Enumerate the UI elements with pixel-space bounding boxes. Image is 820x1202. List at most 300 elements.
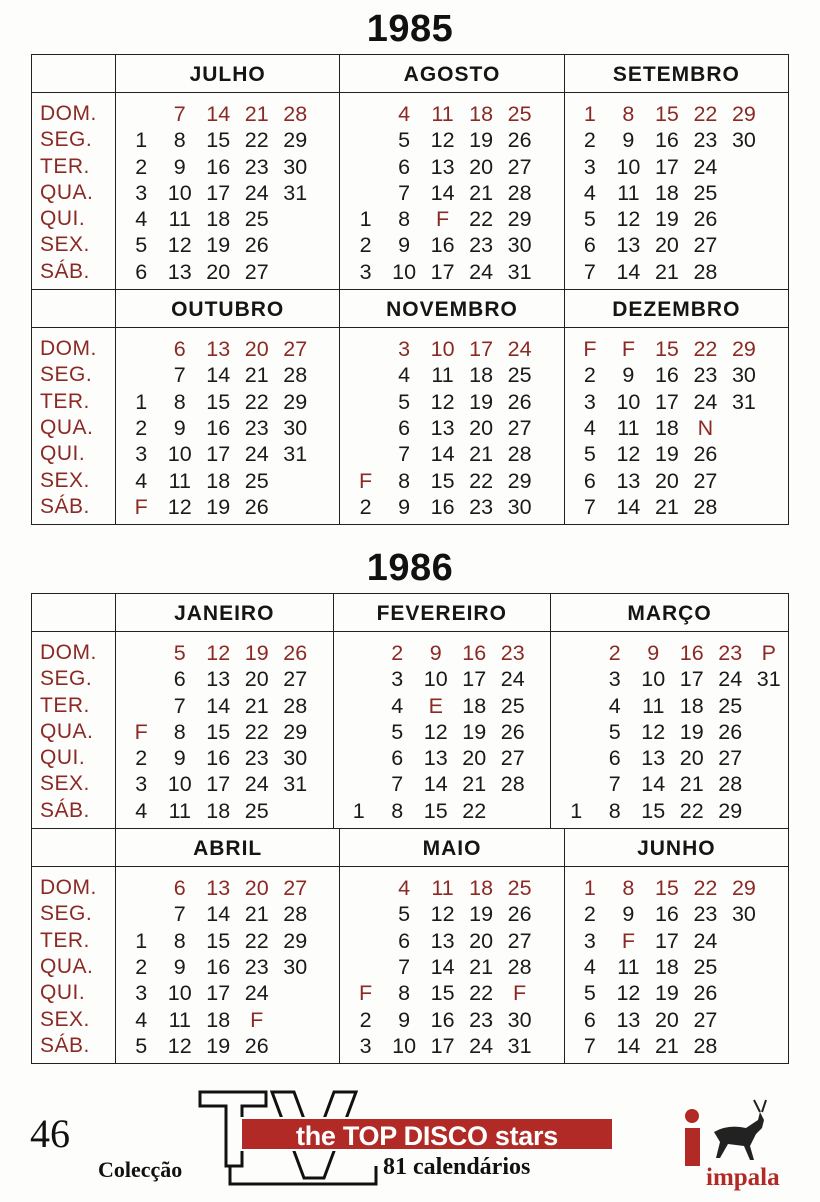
day-cell: 8 xyxy=(391,798,404,823)
day-cell: 27 xyxy=(507,415,532,440)
impala-antelope-icon xyxy=(680,1098,800,1168)
day-cell: 10 xyxy=(167,442,192,467)
day-cell: 15 xyxy=(654,337,679,362)
day-cell xyxy=(725,441,764,467)
day-cell: 23 xyxy=(500,641,525,665)
day-cell: 27 xyxy=(507,928,532,953)
weekday-label: SEG. xyxy=(40,902,93,926)
day-cell: 13 xyxy=(616,468,641,493)
month-name: ABRIL xyxy=(116,829,339,867)
day-cell: 4 xyxy=(135,1007,148,1032)
month-name: NOVEMBRO xyxy=(340,290,563,328)
day-cell: 31 xyxy=(507,259,532,284)
day-cell: 13 xyxy=(616,1007,641,1032)
day-cell xyxy=(276,798,315,824)
day-cell: 16 xyxy=(206,954,231,979)
day-cell: 25 xyxy=(693,180,718,205)
day-cell: 3 xyxy=(135,772,148,797)
day-cell: 5 xyxy=(583,981,596,1006)
day-cell: 10 xyxy=(423,667,448,692)
day-cell: P xyxy=(761,641,776,665)
day-cell: F xyxy=(621,928,635,953)
weekday-label: SEG. xyxy=(40,667,93,691)
weekday-label: SEX. xyxy=(40,1007,90,1031)
month-panel xyxy=(339,290,563,524)
day-cell: 18 xyxy=(654,180,679,205)
day-cell: 19 xyxy=(654,207,679,232)
day-cell: 18 xyxy=(469,363,494,388)
weekday-label: DOM. xyxy=(40,102,97,125)
day-cell xyxy=(346,415,385,441)
day-cell: 11 xyxy=(168,207,191,232)
day-cell: 17 xyxy=(206,180,231,205)
day-cell: 3 xyxy=(398,337,411,362)
day-cell: 9 xyxy=(398,233,411,258)
day-cell: 1 xyxy=(352,798,365,823)
day-cell: 4 xyxy=(583,180,596,205)
brand-banner: the TOP DISCO stars xyxy=(240,1117,614,1151)
day-cell: 17 xyxy=(462,667,487,692)
day-cell: 19 xyxy=(654,981,679,1006)
day-cell: 6 xyxy=(583,233,596,258)
day-cell: 16 xyxy=(430,233,455,258)
day-cell xyxy=(725,494,764,520)
day-cell: 4 xyxy=(583,415,596,440)
day-cell: 20 xyxy=(654,233,679,258)
day-cell: 2 xyxy=(583,363,596,388)
day-cell: 7 xyxy=(608,772,621,797)
day-cell: 27 xyxy=(500,746,525,771)
day-cell: 23 xyxy=(244,154,269,179)
day-cell: 15 xyxy=(430,981,455,1006)
day-cell: 19 xyxy=(469,128,494,153)
month-name: MAIO xyxy=(340,829,563,867)
day-cell: 24 xyxy=(244,180,269,205)
day-cell: 6 xyxy=(173,876,186,901)
day-cell: E xyxy=(428,693,443,718)
day-cell: 21 xyxy=(244,102,269,126)
day-cell: 13 xyxy=(206,337,231,362)
day-cell xyxy=(557,666,596,692)
month-panel xyxy=(333,594,551,828)
day-cell: 16 xyxy=(206,415,231,440)
day-cell: 1 xyxy=(359,207,372,232)
day-cell: 28 xyxy=(283,363,308,388)
day-cell: 28 xyxy=(718,772,743,797)
day-cell: 21 xyxy=(679,772,704,797)
card-number: 46 xyxy=(30,1111,70,1156)
weekday-label: DOM. xyxy=(40,876,97,900)
day-cell: 21 xyxy=(469,180,494,205)
day-cell: 20 xyxy=(654,468,679,493)
month-panel xyxy=(116,594,333,828)
day-cell xyxy=(725,1033,764,1059)
day-cell: 5 xyxy=(135,1033,148,1058)
day-cell xyxy=(122,101,161,127)
year-title: 1985 xyxy=(366,8,454,50)
day-cell: 14 xyxy=(616,259,641,284)
day-cell xyxy=(725,154,764,180)
day-cell: 9 xyxy=(173,415,186,440)
day-cell: 1 xyxy=(583,876,596,901)
day-cell: 14 xyxy=(641,772,666,797)
day-cell: 24 xyxy=(244,442,269,467)
day-cell: 5 xyxy=(398,389,411,414)
day-cell: 21 xyxy=(654,259,679,284)
month-panel xyxy=(116,55,339,289)
day-cell: 24 xyxy=(693,389,718,414)
day-cell xyxy=(750,745,789,771)
day-cell: 5 xyxy=(391,719,404,744)
day-cell: 21 xyxy=(462,772,487,797)
day-cell: 1 xyxy=(570,798,583,823)
day-cell: 12 xyxy=(423,719,448,744)
day-cell: 27 xyxy=(283,876,308,901)
day-cell: 22 xyxy=(469,207,494,232)
day-cell: 3 xyxy=(583,154,596,179)
day-cell: 17 xyxy=(469,337,494,362)
day-cell: 2 xyxy=(359,233,372,258)
weekday-label: SEX. xyxy=(40,233,90,257)
month-name: JUNHO xyxy=(565,829,788,867)
day-cell: 12 xyxy=(616,207,641,232)
day-cell: 9 xyxy=(173,154,186,179)
day-cell: 23 xyxy=(469,233,494,258)
weekday-label: QUI. xyxy=(40,207,86,231)
day-cell: 11 xyxy=(642,693,665,718)
day-cell xyxy=(725,180,764,206)
month-name: OUTUBRO xyxy=(116,290,339,328)
day-cell: 6 xyxy=(391,746,404,771)
day-cell: 15 xyxy=(430,468,455,493)
day-cell: 4 xyxy=(391,693,404,718)
day-cell: 30 xyxy=(283,746,308,771)
day-cell: 8 xyxy=(622,876,635,901)
day-cell: 6 xyxy=(583,1007,596,1032)
day-cell xyxy=(340,771,379,797)
weekday-column xyxy=(32,594,116,828)
day-cell: 12 xyxy=(167,494,192,519)
day-cell: 23 xyxy=(718,641,743,665)
day-cell: 7 xyxy=(173,102,186,126)
day-cell xyxy=(725,468,764,494)
weekday-label: SÁB. xyxy=(40,494,90,518)
day-cell: 17 xyxy=(654,928,679,953)
day-cell: 4 xyxy=(398,876,411,901)
day-cell: 25 xyxy=(507,876,532,901)
day-cell: F xyxy=(359,981,373,1006)
day-cell: 10 xyxy=(641,667,666,692)
day-cell: 2 xyxy=(583,902,596,927)
day-cell: 20 xyxy=(469,928,494,953)
weekday-column xyxy=(32,829,116,1063)
day-cell: 1 xyxy=(583,102,596,126)
weekday-label: SEG. xyxy=(40,128,93,152)
day-cell: 10 xyxy=(167,772,192,797)
day-cell: 15 xyxy=(641,798,666,823)
day-cell: 8 xyxy=(173,128,186,153)
day-cell: 30 xyxy=(283,954,308,979)
quarter-row xyxy=(32,828,788,1063)
month-name: DEZEMBRO xyxy=(565,290,788,328)
day-cell: 4 xyxy=(135,207,148,232)
weekday-label: DOM. xyxy=(40,641,97,664)
day-cell: 28 xyxy=(693,259,718,284)
day-cell: 3 xyxy=(359,259,372,284)
day-cell: 16 xyxy=(430,1007,455,1032)
day-cell: 9 xyxy=(398,1007,411,1032)
day-cell: 27 xyxy=(693,468,718,493)
day-cell: 11 xyxy=(431,363,454,388)
day-cell xyxy=(122,336,161,362)
day-cell: 26 xyxy=(507,389,532,414)
day-cell: 12 xyxy=(430,128,455,153)
day-cell: 8 xyxy=(173,389,186,414)
weekday-label: QUA. xyxy=(40,719,94,743)
month-name: JULHO xyxy=(116,55,339,93)
day-cell: 29 xyxy=(283,389,308,414)
weekday-label: QUA. xyxy=(40,180,94,204)
day-cell: 30 xyxy=(731,363,756,388)
day-cell: 20 xyxy=(469,415,494,440)
day-cell: 14 xyxy=(206,693,231,718)
day-cell: 17 xyxy=(679,667,704,692)
day-cell: 20 xyxy=(206,259,231,284)
day-cell: 13 xyxy=(423,746,448,771)
day-cell: 18 xyxy=(206,1007,231,1032)
day-cell: 11 xyxy=(168,798,191,823)
day-cell: 1 xyxy=(135,928,148,953)
weekday-label: TER. xyxy=(40,154,90,178)
day-cell xyxy=(750,719,789,745)
day-cell: 23 xyxy=(693,363,718,388)
day-cell: 19 xyxy=(206,1033,231,1058)
day-cell: 28 xyxy=(500,772,525,797)
day-cell: 20 xyxy=(469,154,494,179)
day-cell: 3 xyxy=(135,442,148,467)
day-cell: 26 xyxy=(283,641,308,665)
day-cell: 3 xyxy=(135,180,148,205)
day-cell: 22 xyxy=(693,337,718,362)
day-cell: 14 xyxy=(430,954,455,979)
day-cell: 23 xyxy=(244,746,269,771)
day-cell xyxy=(346,389,385,415)
day-cell: 21 xyxy=(654,494,679,519)
day-cell: 13 xyxy=(430,928,455,953)
day-cell: 26 xyxy=(507,128,532,153)
weekday-label: QUI. xyxy=(40,746,86,770)
day-cell: 24 xyxy=(244,981,269,1006)
day-cell: 8 xyxy=(622,102,635,126)
publisher-name: impala xyxy=(706,1164,780,1191)
day-cell xyxy=(346,180,385,206)
day-cell: 9 xyxy=(622,902,635,927)
day-cell: 14 xyxy=(430,180,455,205)
day-cell: 6 xyxy=(583,468,596,493)
day-cell xyxy=(346,928,385,954)
day-cell: 25 xyxy=(244,798,269,823)
day-cell: 2 xyxy=(359,1007,372,1032)
day-cell xyxy=(750,798,789,824)
day-cell xyxy=(340,640,379,666)
year-block xyxy=(31,54,789,525)
day-cell: 15 xyxy=(206,719,231,744)
day-cell: 19 xyxy=(654,442,679,467)
day-cell: 11 xyxy=(168,468,191,493)
day-cell: 3 xyxy=(391,667,404,692)
day-cell: 26 xyxy=(500,719,525,744)
day-cell xyxy=(276,259,315,285)
day-cell: 13 xyxy=(641,746,666,771)
day-cell xyxy=(346,101,385,127)
day-cell: 2 xyxy=(391,641,404,665)
day-cell: 16 xyxy=(679,641,704,665)
day-cell: 2 xyxy=(583,128,596,153)
day-cell: 19 xyxy=(206,494,231,519)
day-cell: 17 xyxy=(430,1033,455,1058)
day-cell xyxy=(346,901,385,927)
day-cell: 7 xyxy=(583,494,596,519)
day-cell: 9 xyxy=(398,494,411,519)
day-cell: 21 xyxy=(244,363,269,388)
day-cell: 19 xyxy=(469,389,494,414)
day-cell xyxy=(346,336,385,362)
day-cell xyxy=(725,232,764,258)
weekday-label: TER. xyxy=(40,928,90,952)
day-cell: 21 xyxy=(244,902,269,927)
day-cell: 21 xyxy=(654,1033,679,1058)
day-cell xyxy=(557,640,596,666)
day-cell: 28 xyxy=(507,180,532,205)
day-cell: 18 xyxy=(462,693,487,718)
day-cell xyxy=(122,640,161,666)
day-cell: 10 xyxy=(616,389,641,414)
day-cell: 14 xyxy=(206,902,231,927)
weekday-label: QUA. xyxy=(40,954,94,978)
day-cell: 26 xyxy=(244,494,269,519)
day-cell: 2 xyxy=(135,154,148,179)
day-cell: 14 xyxy=(206,363,231,388)
day-cell: 19 xyxy=(206,233,231,258)
weekday-column xyxy=(32,55,116,289)
day-cell: 27 xyxy=(244,259,269,284)
day-cell: 19 xyxy=(244,641,269,665)
day-cell: 6 xyxy=(398,928,411,953)
year-title: 1986 xyxy=(366,547,454,589)
day-cell: 10 xyxy=(616,154,641,179)
day-cell: 12 xyxy=(430,902,455,927)
day-cell: 27 xyxy=(718,746,743,771)
day-cell: 26 xyxy=(718,719,743,744)
day-cell: 24 xyxy=(507,337,532,362)
day-cell: 4 xyxy=(583,954,596,979)
day-cell: 6 xyxy=(135,259,148,284)
month-panel xyxy=(564,55,788,289)
day-cell: 29 xyxy=(731,337,756,362)
day-cell xyxy=(122,693,161,719)
day-cell: 24 xyxy=(469,1033,494,1058)
day-cell: 22 xyxy=(693,876,718,901)
day-cell: 18 xyxy=(206,468,231,493)
day-cell: 2 xyxy=(135,954,148,979)
day-cell: 28 xyxy=(693,494,718,519)
day-cell: 31 xyxy=(756,667,781,692)
weekday-label: QUI. xyxy=(40,981,86,1005)
day-cell: 19 xyxy=(469,902,494,927)
day-cell xyxy=(122,666,161,692)
day-cell: 5 xyxy=(398,902,411,927)
calendars-count-label: 81 calendários xyxy=(383,1154,531,1180)
day-cell: 17 xyxy=(430,259,455,284)
month-name: JANEIRO xyxy=(116,594,333,632)
day-cell: 22 xyxy=(244,928,269,953)
day-cell: 5 xyxy=(608,719,621,744)
day-cell: 24 xyxy=(693,154,718,179)
day-cell: F xyxy=(513,981,527,1006)
quarter-row xyxy=(32,594,788,828)
day-cell: 4 xyxy=(135,798,148,823)
day-cell: 7 xyxy=(583,1033,596,1058)
day-cell: 3 xyxy=(608,667,621,692)
day-cell: 10 xyxy=(392,259,417,284)
day-cell: 26 xyxy=(244,233,269,258)
weekday-label: QUA. xyxy=(40,415,94,439)
day-cell: 8 xyxy=(398,207,411,232)
day-cell: 7 xyxy=(391,772,404,797)
day-cell: 28 xyxy=(283,693,308,718)
day-cell: 7 xyxy=(398,442,411,467)
month-name: SETEMBRO xyxy=(565,55,788,93)
day-cell: 14 xyxy=(423,772,448,797)
day-cell: 24 xyxy=(244,772,269,797)
day-cell xyxy=(276,1033,315,1059)
day-cell: 11 xyxy=(617,180,640,205)
day-cell: 9 xyxy=(173,954,186,979)
day-cell: 12 xyxy=(430,389,455,414)
day-cell: 4 xyxy=(398,363,411,388)
day-cell: 26 xyxy=(693,442,718,467)
day-cell: 18 xyxy=(206,207,231,232)
weekday-label: SEG. xyxy=(40,363,93,387)
weekday-label: TER. xyxy=(40,693,90,717)
day-cell: 7 xyxy=(398,180,411,205)
day-cell xyxy=(725,206,764,232)
day-cell: 30 xyxy=(507,494,532,519)
day-cell: 2 xyxy=(135,746,148,771)
day-cell: 24 xyxy=(469,259,494,284)
day-cell: 15 xyxy=(423,798,448,823)
day-cell: 24 xyxy=(693,928,718,953)
weekday-label: SEX. xyxy=(40,468,90,492)
day-cell: 18 xyxy=(469,102,494,126)
day-cell xyxy=(346,362,385,388)
day-cell: 23 xyxy=(244,415,269,440)
day-cell: 28 xyxy=(693,1033,718,1058)
day-cell: F xyxy=(436,207,450,232)
day-cell: 18 xyxy=(654,954,679,979)
day-cell: 31 xyxy=(283,442,308,467)
month-panel xyxy=(116,829,339,1063)
day-cell xyxy=(557,771,596,797)
day-cell: 29 xyxy=(507,207,532,232)
day-cell: 12 xyxy=(167,233,192,258)
day-cell xyxy=(557,693,596,719)
day-cell: 22 xyxy=(462,798,487,823)
day-cell: 15 xyxy=(206,389,231,414)
day-cell: 27 xyxy=(693,233,718,258)
day-cell xyxy=(494,798,533,824)
day-cell: 6 xyxy=(608,746,621,771)
